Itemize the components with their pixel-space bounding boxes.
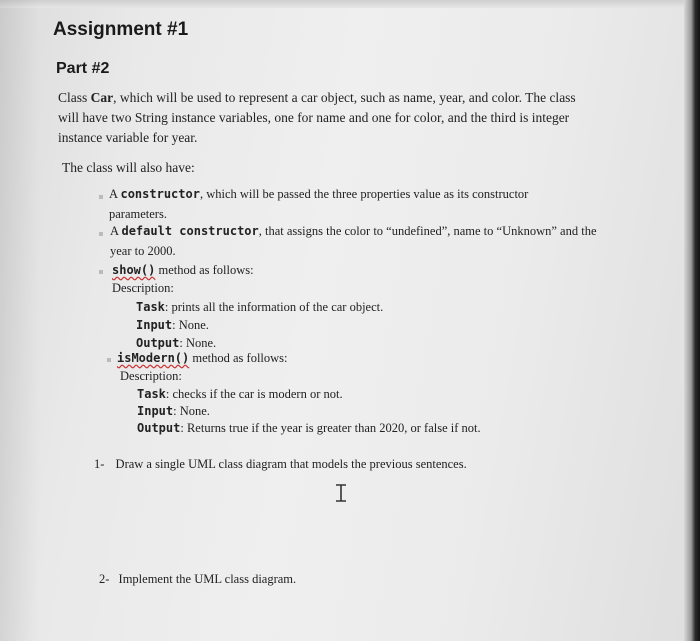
bullet-mark [99,232,103,236]
text-cursor-icon [334,484,348,502]
question-1 [94,455,467,473]
ismodern-task-label: Task [137,387,166,401]
intro-line-1 [58,88,576,108]
intro-line-2: will have two String instance variables, one for name and one for color, and the third is integer [58,110,570,125]
ismodern-method-name: isModern() [117,351,190,365]
ismodern-method-line [117,349,288,367]
question-text: Implement the UML class diagram. [118,572,297,586]
assignment-title: Assignment #1 [53,19,189,40]
show-output-label: Output [136,336,180,350]
show-input [136,316,209,334]
intro-prefix: Class [58,90,91,105]
show-method-rest: method as follows: [155,263,254,277]
question-text: Draw a single UML class diagram that models the previous sentences. [115,457,467,471]
show-description: Description: [112,281,174,295]
bullet-mark [99,270,103,274]
show-task-label: Task [136,300,165,314]
constructor-line [109,185,528,203]
default-constructor-cont: year to 2000. [110,244,176,258]
default-constructor-line [110,222,597,240]
show-method-line [112,261,254,279]
ismodern-input-label: Input [137,404,174,418]
ismodern-input [137,402,210,420]
show-task [136,298,383,316]
ismodern-method-rest: method as follows: [189,351,288,365]
ismodern-output [137,419,481,437]
ismodern-output-label: Output [137,421,181,435]
default-constructor-rest: , that assigns the color to “undefined”, name to “Unknown” and the [258,224,597,238]
intro-line1-rest: , which will be used to represent a car object, such as name, year, and color. The class [113,90,576,105]
constructor-keyword: constructor [120,187,200,201]
default-constructor-prefix: A [110,224,122,238]
show-method-name: show() [112,263,156,277]
bullet-mark [107,358,111,362]
intro-line-3: instance variable for year. [58,130,198,145]
show-input-text: : None. [172,318,209,332]
show-output-text: : None. [179,336,217,350]
show-input-label: Input [136,318,173,332]
question-number: 1- [94,457,105,471]
also-have-line: The class will also have: [62,160,195,175]
question-number: 2- [99,572,110,586]
ismodern-description: Description: [120,369,182,383]
part-heading: Part #2 [56,60,110,77]
ismodern-task [137,385,343,403]
constructor-cont: parameters. [109,207,167,221]
question-2 [99,570,296,588]
intro-class-name: Car [90,90,114,105]
ismodern-input-text: : None. [173,404,210,418]
constructor-rest: , which will be passed the three properties value as its constructor [199,187,529,201]
ismodern-output-text: : Returns true if the year is greater than 2020, or false if not. [180,421,481,435]
show-task-text: : prints all the information of the car object. [164,300,384,314]
ismodern-task-text: : checks if the car is modern or not. [165,387,343,401]
bullet-mark [99,195,103,199]
constructor-prefix: A [109,187,121,201]
screen-edge [684,0,700,641]
default-constructor-keyword: default constructor [121,224,259,238]
